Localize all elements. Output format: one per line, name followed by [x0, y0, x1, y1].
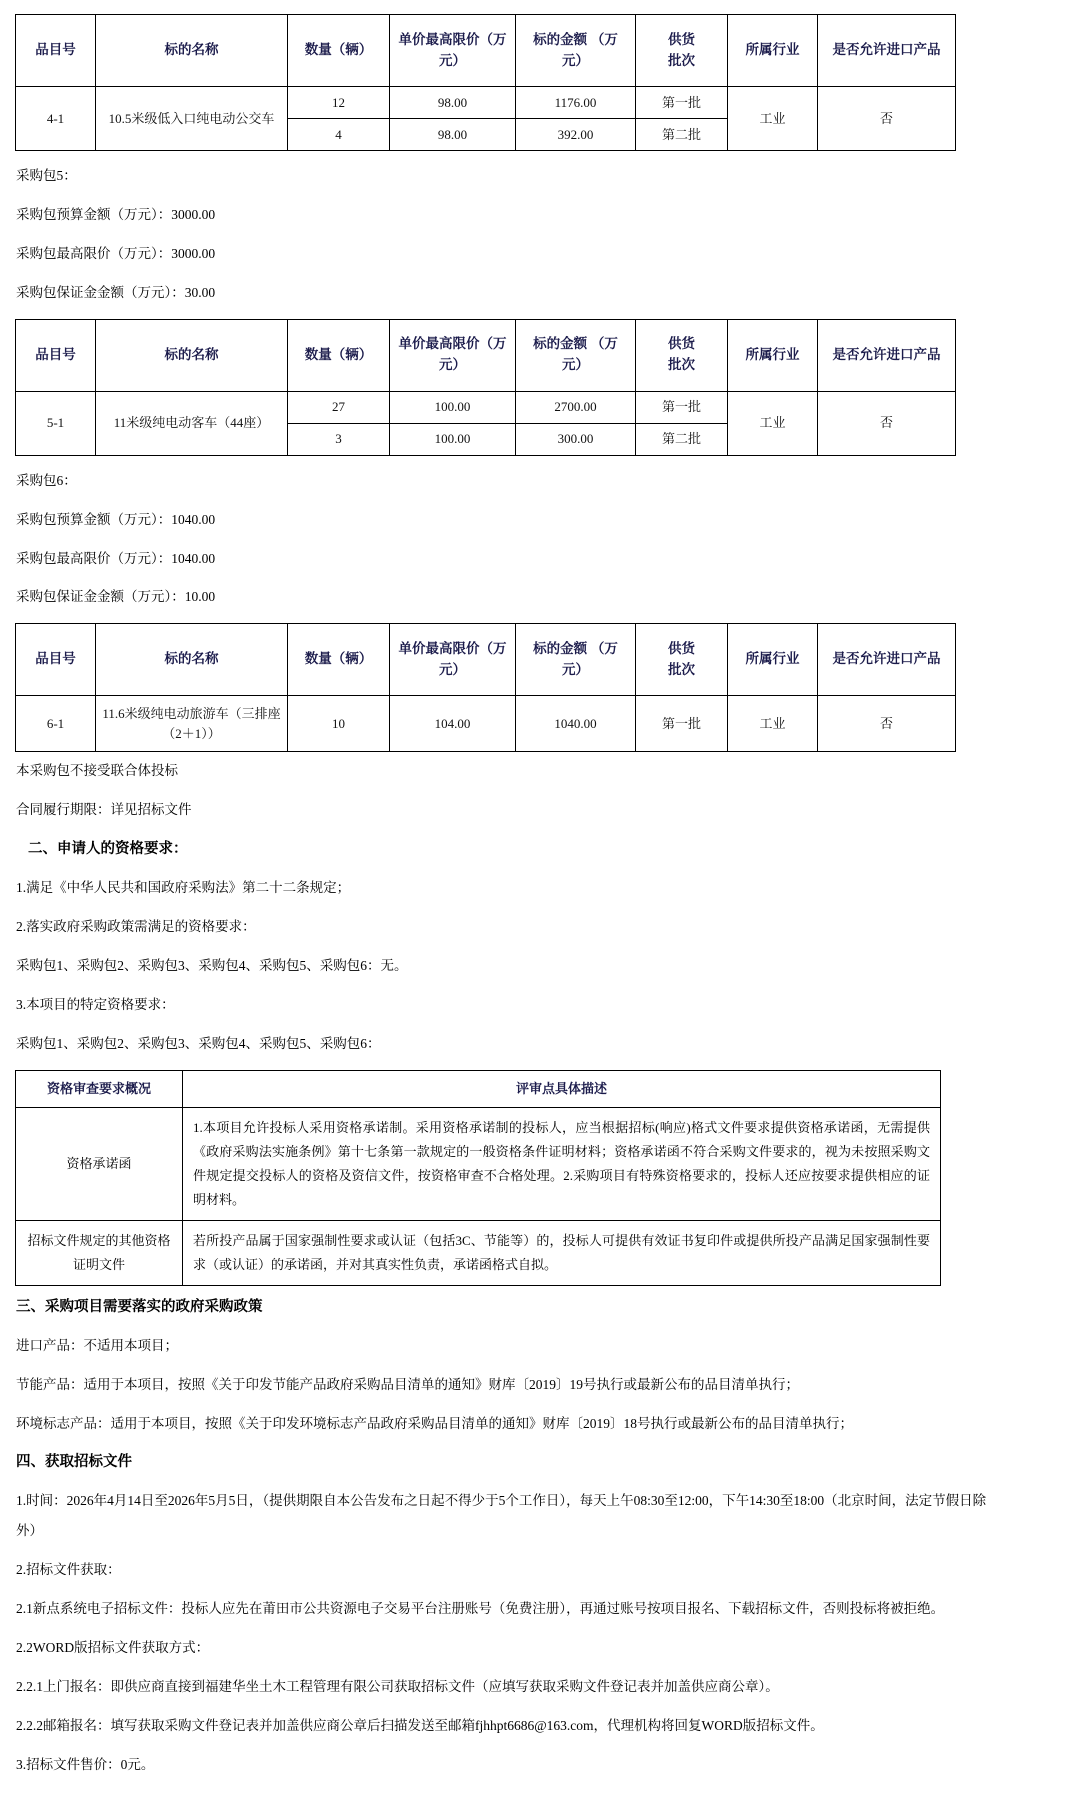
- cell-quantity: 4: [288, 119, 390, 151]
- col-header-unit-price: [390, 624, 516, 696]
- amount-line2: 元）: [562, 357, 589, 373]
- subject-name-line1: 11.6米级纯电动旅游车（三排座: [102, 706, 281, 722]
- unit-price-line1: 单价最高限价（万: [398, 336, 507, 352]
- section4-time-line2: 外）: [16, 1523, 43, 1539]
- col-header-subject-name: 标的名称: [96, 319, 288, 391]
- table-row: [16, 696, 956, 752]
- section3-environmental-products: 环境标志产品：适用于本项目，按照《关于印发环境标志产品政府采购品目清单的通知》财库〔2019〕18号执行或最新公布的品目清单执行；: [16, 1415, 853, 1431]
- section4-heading: 四、获取招标文件: [16, 1454, 132, 1471]
- package5-title: 采购包5：: [16, 168, 77, 183]
- section2-heading: 二、申请人的资格要求：: [28, 841, 188, 858]
- section4-item2-1: 2.1新点系统电子招标文件：投标人应先在莆田市公共资源电子交易平台注册账号（免费注册），再通过账号按项目报名、下载招标文件，否则投标将被拒绝。: [16, 1600, 945, 1616]
- col-header-quantity: 数量（辆）: [288, 15, 390, 87]
- subject-name-line2: （2＋1））: [162, 725, 221, 741]
- cell-amount: 1176.00: [516, 87, 636, 119]
- section2-item2: 2.落实政府采购政策需满足的资格要求：: [16, 918, 256, 934]
- batch-line2: 批次: [668, 52, 695, 68]
- cell-quantity: 10: [288, 696, 390, 752]
- col-header-quantity: 数量（辆）: [288, 624, 390, 696]
- qual-label-line1: 招标文件规定的其他资格: [27, 1232, 171, 1248]
- cell-unit-price: 98.00: [390, 87, 516, 119]
- cell-unit-price: 100.00: [390, 423, 516, 455]
- cell-import-allowed: 否: [818, 391, 956, 455]
- cell-amount: 2700.00: [516, 391, 636, 423]
- unit-price-line2: 元）: [439, 357, 466, 373]
- cell-import-allowed: 否: [818, 87, 956, 151]
- section4-item2-2-2: 2.2.2邮箱报名：填写获取采购文件登记表并加盖供应商公章后扫描发送至邮箱fjhhpt6686@163.com，代理机构将回复WORD版招标文件。: [16, 1717, 824, 1733]
- package6-budget: 采购包预算金额（万元）：1040.00: [16, 511, 216, 527]
- col-header-item-no: 品目号: [16, 624, 96, 696]
- cell-quantity: 27: [288, 391, 390, 423]
- col-header-subject-name: 标的名称: [96, 15, 288, 87]
- cell-industry: 工业: [728, 696, 818, 752]
- table-row: [16, 87, 956, 119]
- col-header-batch: [636, 319, 728, 391]
- cell-batch: 第一批: [636, 87, 728, 119]
- package5-max-price: 采购包最高限价（万元）：3000.00: [16, 245, 216, 261]
- table-header-row: [16, 15, 956, 87]
- col-header-import-allowed: 是否允许进口产品: [818, 624, 956, 696]
- bid-table-package4: [15, 14, 956, 151]
- col-header-subject-name: 标的名称: [96, 624, 288, 696]
- unit-price-line1: 单价最高限价（万: [398, 31, 507, 47]
- section2-item2-detail: 采购包1、采购包2、采购包3、采购包4、采购包5、采购包6：无。: [16, 957, 408, 973]
- package6-max-price: 采购包最高限价（万元）：1040.00: [16, 550, 216, 566]
- amount-line1: 标的金额 （万: [533, 336, 618, 352]
- package6-deposit: 采购包保证金金额（万元）：10.00: [16, 589, 216, 605]
- qual-label-line2: 证明文件: [72, 1256, 125, 1272]
- cell-amount: 300.00: [516, 423, 636, 455]
- contract-period-note: 合同履行期限：详见招标文件: [16, 802, 192, 818]
- col-header-batch: [636, 15, 728, 87]
- col-header-industry: 所属行业: [728, 624, 818, 696]
- section3-import-products: 进口产品：不适用本项目；: [16, 1337, 178, 1353]
- cell-item-no: 6-1: [16, 696, 96, 752]
- cell-subject-name: 10.5米级低入口纯电动公交车: [96, 87, 288, 151]
- section4-time-line1: 1.时间：2026年4月14日至2026年5月5日，（提供期限自本公告发布之日起不得少于5个工作日），每天上午08:30至12:00，下午14:30至18:00（北京时间，法定节假日除: [16, 1493, 987, 1509]
- col-header-unit-price: [390, 319, 516, 391]
- cell-quantity: 12: [288, 87, 390, 119]
- section2-item3: 3.本项目的特定资格要求：: [16, 996, 175, 1012]
- table-row: [16, 1220, 941, 1285]
- section4-time: [14, 1482, 1072, 1521]
- package6-title: 采购包6：: [16, 472, 77, 488]
- qual-label-commitment-letter: 资格承诺函: [16, 1107, 183, 1220]
- amount-line1: 标的金额 （万: [533, 640, 618, 656]
- cell-quantity: 3: [288, 423, 390, 455]
- section2-item3-detail: 采购包1、采购包2、采购包3、采购包4、采购包5、采购包6：: [16, 1035, 381, 1051]
- cell-batch: 第一批: [636, 391, 728, 423]
- section4-item2: 2.招标文件获取：: [16, 1562, 121, 1578]
- col-header-import-allowed: 是否允许进口产品: [818, 15, 956, 87]
- amount-line2: 元）: [562, 661, 589, 677]
- cell-subject-name: 11米级纯电动客车（44座）: [96, 391, 288, 455]
- col-header-import-allowed: 是否允许进口产品: [818, 319, 956, 391]
- cell-import-allowed: 否: [818, 696, 956, 752]
- batch-line1: 供货: [668, 640, 695, 656]
- col-header-industry: 所属行业: [728, 319, 818, 391]
- batch-line2: 批次: [668, 357, 695, 373]
- batch-line1: 供货: [668, 336, 695, 352]
- col-header-item-no: 品目号: [16, 319, 96, 391]
- bid-table-package5: [15, 319, 956, 456]
- qualification-review-table: [15, 1070, 941, 1286]
- unit-price-line2: 元）: [439, 661, 466, 677]
- cell-batch: 第一批: [636, 696, 728, 752]
- col-header-unit-price: [390, 15, 516, 87]
- qual-header-row: [16, 1070, 941, 1107]
- qual-label-other-documents: [16, 1220, 183, 1285]
- cell-unit-price: 104.00: [390, 696, 516, 752]
- section3-heading: 三、采购项目需要落实的政府采购政策: [16, 1298, 263, 1315]
- col-header-quantity: 数量（辆）: [288, 319, 390, 391]
- cell-amount: 1040.00: [516, 696, 636, 752]
- package5-budget: 采购包预算金额（万元）：3000.00: [16, 206, 216, 222]
- unit-price-line2: 元）: [439, 52, 466, 68]
- qual-desc-commitment-letter: 1.本项目允许投标人采用资格承诺制。采用资格承诺制的投标人，应当根据招标(响应)格式文件要求提供资格承诺函，无需提供《政府采购法实施条例》第十七条第一款规定的一般资格条件证明材料；资格承诺函不符合采购文件要求的，视为未按照采购文件规定提交投标人的资格及资信文件，按资格审查不合格处理。2.采购项目有特殊资格要求的，投标人还应按要求提供相应的证明材料。: [183, 1107, 941, 1220]
- section2-item1: 1.满足《中华人民共和国政府采购法》第二十二条规定；: [16, 879, 351, 895]
- bid-table-package6: [15, 623, 956, 752]
- batch-line2: 批次: [668, 661, 695, 677]
- cell-amount: 392.00: [516, 119, 636, 151]
- col-header-batch: [636, 624, 728, 696]
- unit-price-line1: 单价最高限价（万: [398, 640, 507, 656]
- amount-line2: 元）: [562, 52, 589, 68]
- cell-industry: 工业: [728, 391, 818, 455]
- cell-industry: 工业: [728, 87, 818, 151]
- col-header-item-no: 品目号: [16, 15, 96, 87]
- cell-batch: 第二批: [636, 423, 728, 455]
- table-header-row: [16, 624, 956, 696]
- cell-subject-name: [96, 696, 288, 752]
- section4-item2-2: 2.2WORD版招标文件获取方式：: [16, 1639, 210, 1655]
- cell-item-no: 5-1: [16, 391, 96, 455]
- amount-line1: 标的金额 （万: [533, 31, 618, 47]
- cell-item-no: 4-1: [16, 87, 96, 151]
- col-header-amount: [516, 624, 636, 696]
- cell-batch: 第二批: [636, 119, 728, 151]
- section4-item3: 3.招标文件售价：0元。: [16, 1756, 155, 1772]
- table-header-row: [16, 319, 956, 391]
- qual-col-header-description: 评审点具体描述: [183, 1070, 941, 1107]
- batch-line1: 供货: [668, 31, 695, 47]
- qual-col-header-requirement: 资格审查要求概况: [16, 1070, 183, 1107]
- table-row: [16, 1107, 941, 1220]
- qual-desc-other-documents: 若所投产品属于国家强制性要求或认证（包括3C、节能等）的，投标人可提供有效证书复印件或提供所投产品满足国家强制性要求（或认证）的承诺函，并对其真实性负责，承诺函格式自拟。: [183, 1220, 941, 1285]
- col-header-amount: [516, 319, 636, 391]
- cell-unit-price: 100.00: [390, 391, 516, 423]
- no-consortium-note: 本采购包不接受联合体投标: [16, 763, 178, 779]
- table-row: [16, 391, 956, 423]
- cell-unit-price: 98.00: [390, 119, 516, 151]
- package5-deposit: 采购包保证金金额（万元）：30.00: [16, 284, 216, 300]
- col-header-amount: [516, 15, 636, 87]
- section4-item2-2-1: 2.2.1上门报名：即供应商直接到福建华坐土木工程管理有限公司获取招标文件（应填写获取采购文件登记表并加盖供应商公章）。: [16, 1678, 779, 1694]
- col-header-industry: 所属行业: [728, 15, 818, 87]
- section3-energy-products: 节能产品：适用于本项目，按照《关于印发节能产品政府采购品目清单的通知》财库〔2019〕19号执行或最新公布的品目清单执行；: [16, 1376, 799, 1392]
